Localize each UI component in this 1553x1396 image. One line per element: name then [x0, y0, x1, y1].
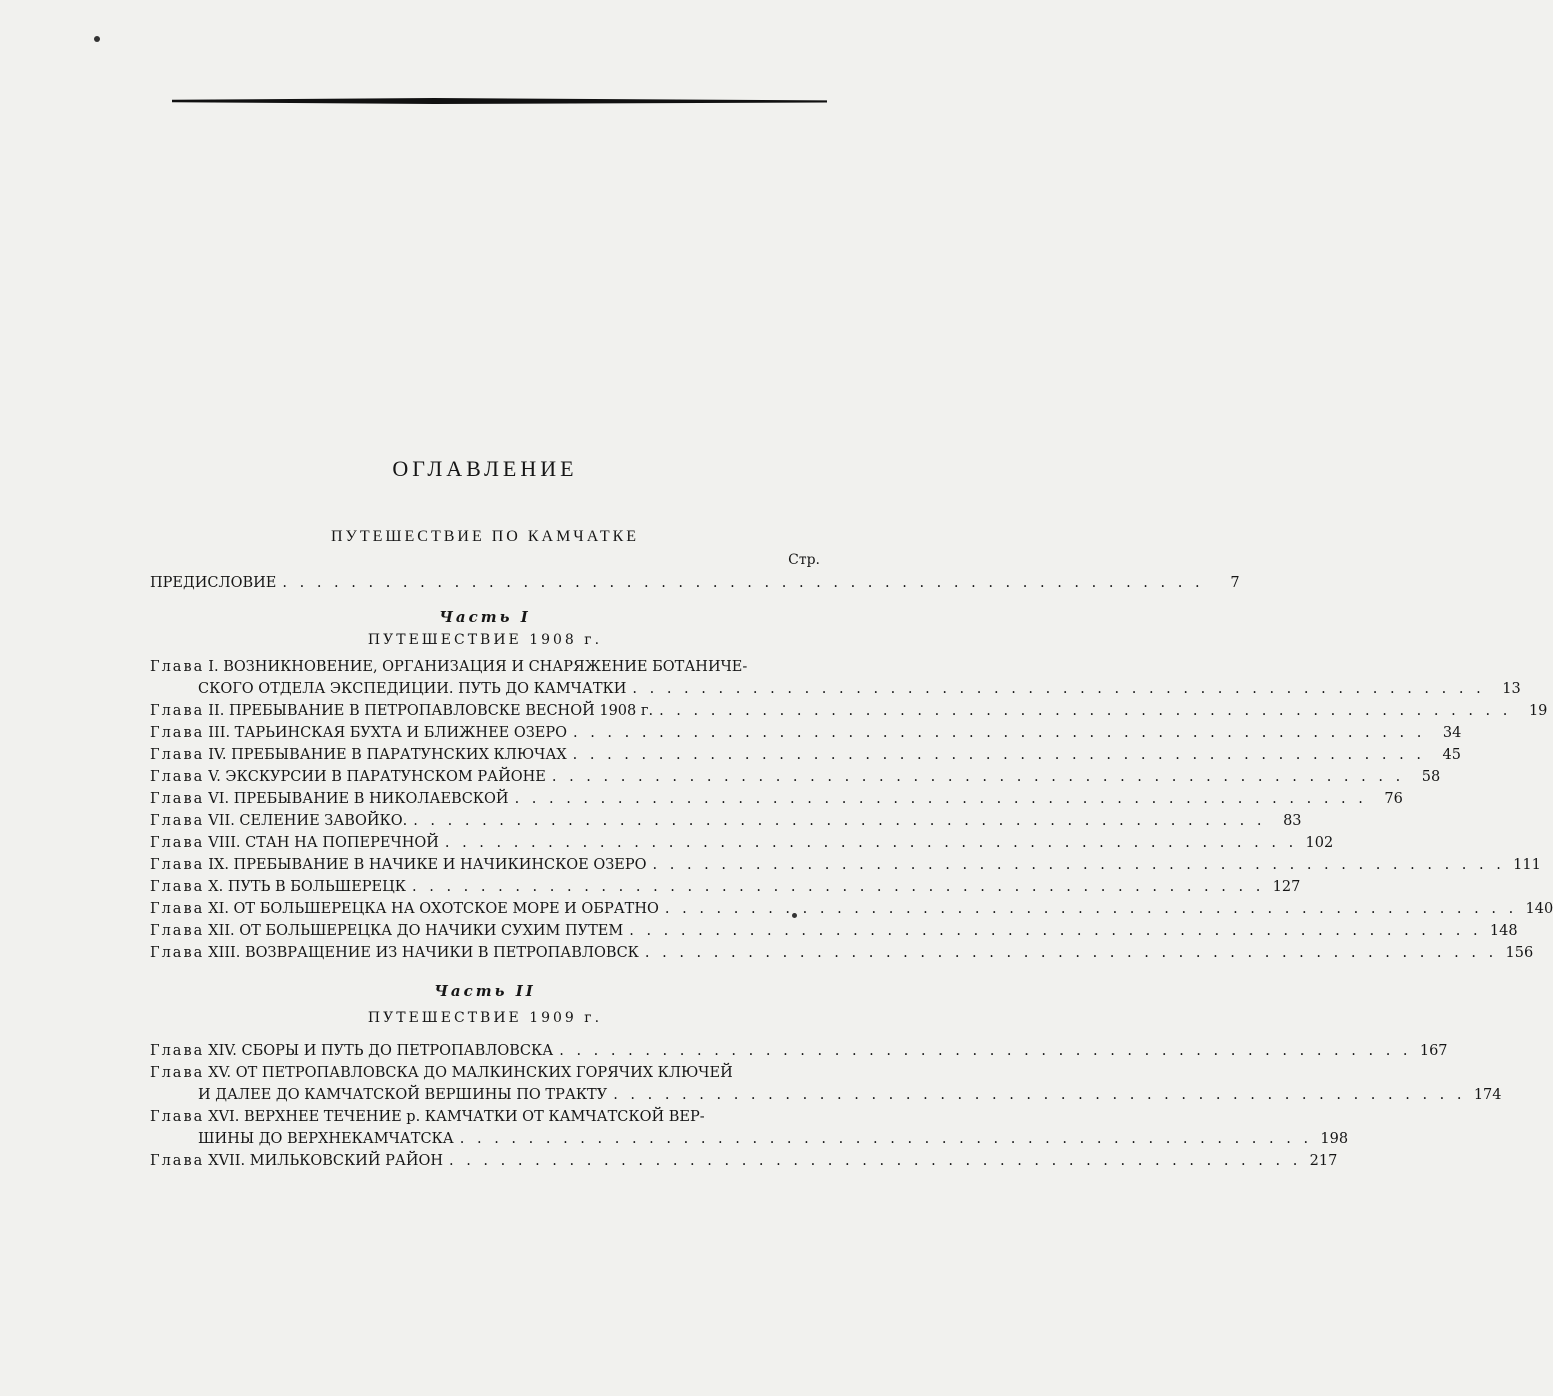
- chapter-word: Глава: [150, 923, 205, 939]
- entry-page: 167: [1419, 1043, 1448, 1059]
- part-subtitle: ПУТЕШЕСТВИЕ 1909 г.: [367, 1010, 603, 1026]
- entry-label: [150, 1106, 705, 1128]
- entry-label: [150, 656, 747, 678]
- entry-page: 58: [1421, 769, 1441, 785]
- chapter-title: ТАРЬИНСКАЯ БУХТА И БЛИЖНЕЕ ОЗЕРО: [234, 725, 567, 741]
- chapter-word: Глава: [150, 747, 205, 763]
- chapter-title: ПРЕБЫВАНИЕ В ПАРАТУНСКИХ КЛЮЧАХ: [231, 747, 567, 763]
- chapter-title: МИЛЬКОВСКИЙ РАЙОН: [249, 1153, 443, 1169]
- chapter-number: XV.: [208, 1065, 236, 1081]
- part2-chapter-list: [150, 1040, 1502, 1172]
- chapter-title: ПРЕБЫВАНИЕ В НАЧИКЕ И НАЧИКИНСКОЕ ОЗЕРО: [233, 857, 647, 873]
- chapter-word: Глава: [150, 1109, 205, 1125]
- chapter-word: Глава: [150, 725, 205, 741]
- chapter-word: Глава: [150, 703, 205, 719]
- chapter-title: ВОЗВРАЩЕНИЕ ИЗ НАЧИКИ В ПЕТРОПАВЛОВСК: [245, 945, 639, 961]
- entry-page: 127: [1272, 879, 1301, 895]
- toc-entry-chapter[interactable]: [150, 1106, 820, 1128]
- leader-dots: . . . . . . . . . . . . . . . . . . . . . . . . . . . . . . . . . . . . . . . . . . . . . . . . . .: [664, 901, 1518, 917]
- entry-page: 45: [1442, 747, 1461, 763]
- leader-dots: . . . . . . . . . . . . . . . . . . . . . . . . . . . . . . . . . . . . . . . . . . . . . . . . . .: [412, 879, 1265, 895]
- toc-entry-chapter[interactable]: [150, 810, 1302, 832]
- entry-label: [150, 810, 407, 832]
- toc-entry-chapter[interactable]: [150, 744, 1461, 766]
- chapter-word: Глава: [150, 945, 205, 961]
- entry-page: 156: [1505, 945, 1534, 961]
- leader-dots: . . . . . . . . . . . . . . . . . . . . . . . . . . . . . . . . . . . . . . . . . . . . . . . . . .: [629, 923, 1482, 939]
- toc-entry-chapter[interactable]: [150, 1150, 1338, 1172]
- chapter-number: XVII.: [208, 1153, 250, 1169]
- chapter-number: I.: [208, 659, 224, 675]
- leader-dots: . . . . . . . . . . . . . . . . . . . . . . . . . . . . . . . . . . . . . . . . . . . . . . . . . .: [652, 857, 1505, 873]
- entry-label: [150, 1062, 733, 1084]
- chapter-title: ПУТЬ В БОЛЬШЕРЕЦК: [227, 879, 407, 895]
- entry-page: 217: [1309, 1153, 1338, 1169]
- toc-entry-chapter[interactable]: [150, 832, 1334, 854]
- entry-page: 34: [1442, 725, 1462, 741]
- part-subtitle: ПУТЕШЕСТВИЕ 1908 г.: [367, 632, 603, 648]
- chapter-word: Глава: [150, 659, 205, 675]
- chapter-number: VIII.: [208, 835, 246, 851]
- leader-dots: . . . . . . . . . . . . . . . . . . . . . . . . . . . . . . . . . . . . . . . . . . . . . . . . . .: [573, 725, 1426, 741]
- chapter-number: VII.: [208, 813, 240, 829]
- chapter-word: Глава: [150, 857, 205, 873]
- toc-entry-chapter[interactable]: [150, 722, 1462, 744]
- entry-page: 111: [1513, 857, 1541, 873]
- toc-entry-chapter[interactable]: [150, 1062, 820, 1084]
- toc-entry-chapter[interactable]: [150, 656, 820, 678]
- leader-dots: . . . . . . . . . . . . . . . . . . . . . . . . . . . . . . . . . . . . . . . . . . . . . . . . . .: [449, 1153, 1302, 1169]
- toc-entry-chapter[interactable]: [150, 788, 1403, 810]
- leader-dots: . . . . . . . . . . . . . . . . . . . . . . . . . . . . . . . . . . . . . . . . . . . . . . . . . . . . . .: [282, 575, 1204, 591]
- chapter-number: IV.: [208, 747, 232, 763]
- chapter-title: ОТ БОЛЬШЕРЕЦКА ДО НАЧИКИ СУХИМ ПУТЕМ: [239, 923, 624, 939]
- part-title: Часть I: [439, 608, 531, 626]
- chapter-word: Глава: [150, 835, 205, 851]
- chapter-word: Глава: [150, 879, 205, 895]
- chapter-title: И ДАЛЕЕ ДО КАМЧАТСКОЙ ВЕРШИНЫ ПО ТРАКТУ: [198, 1087, 608, 1103]
- leader-dots: . . . . . . . . . . . . . . . . . . . . . . . . . . . . . . . . . . . . . . . . . . . . . . . . . .: [444, 835, 1298, 851]
- toc-entry-chapter[interactable]: [150, 1040, 1448, 1062]
- chapter-title: СТАН НА ПОПЕРЕЧНОЙ: [245, 835, 439, 851]
- chapter-word: Глава: [150, 1065, 205, 1081]
- page-title: ОГЛАВЛЕНИЕ: [392, 456, 578, 481]
- chapter-title: ОТ БОЛЬШЕРЕЦКА НА ОХОТСКОЕ МОРЕ И ОБРАТНО: [233, 901, 659, 917]
- toc-entry-chapter[interactable]: [150, 854, 1541, 876]
- chapter-number: II.: [208, 703, 229, 719]
- leader-dots: . . . . . . . . . . . . . . . . . . . . . . . . . . . . . . . . . . . . . . . . . . . . . . . . . .: [413, 813, 1266, 829]
- entry-label: [150, 920, 623, 942]
- toc-entry-chapter[interactable]: [150, 876, 1301, 898]
- entry-label: [150, 832, 439, 854]
- entry-label: [150, 700, 653, 722]
- entry-label: [150, 898, 659, 920]
- chapter-word: Глава: [150, 813, 205, 829]
- toc-entry-chapter[interactable]: [150, 766, 1441, 788]
- leader-dots: . . . . . . . . . . . . . . . . . . . . . . . . . . . . . . . . . . . . . . . . . . . . . . . . . .: [644, 945, 1498, 961]
- entry-label: [150, 788, 509, 810]
- chapter-number: XII.: [208, 923, 240, 939]
- table-of-contents: [150, 450, 1553, 1172]
- chapter-title: ОТ ПЕТРОПАВЛОВСКА ДО МАЛКИНСКИХ ГОРЯЧИХ КЛЮЧЕЙ: [235, 1065, 733, 1081]
- chapter-number: IX.: [208, 857, 234, 873]
- entry-label: [150, 1040, 553, 1062]
- entry-label: ПРЕДИСЛОВИЕ: [150, 575, 277, 591]
- page-column-label: Стр.: [788, 552, 820, 568]
- toc-entry-chapter[interactable]: [150, 942, 1534, 964]
- chapter-number: VI.: [208, 791, 234, 807]
- ink-speck: [94, 36, 100, 42]
- entry-label: [150, 766, 546, 788]
- entry-page: 102: [1305, 835, 1334, 851]
- chapter-title: ЭКСКУРСИИ В ПАРАТУНСКОМ РАЙОНЕ: [225, 769, 546, 785]
- chapter-title: СКОГО ОТДЕЛА ЭКСПЕДИЦИИ. ПУТЬ ДО КАМЧАТКИ: [198, 681, 627, 697]
- entry-page: 19: [1528, 703, 1548, 719]
- chapter-number: XIV.: [208, 1043, 242, 1059]
- chapter-title: ВЕРХНЕЕ ТЕЧЕНИЕ р. КАМЧАТКИ ОТ КАМЧАТСКОЙ ВЕР-: [244, 1109, 705, 1125]
- chapter-number: X.: [208, 879, 228, 895]
- leader-dots: . . . . . . . . . . . . . . . . . . . . . . . . . . . . . . . . . . . . . . . . . . . . . . . . . .: [459, 1131, 1313, 1147]
- chapter-word: Глава: [150, 769, 205, 785]
- toc-entry-chapter[interactable]: [150, 1128, 1349, 1150]
- entry-page: 76: [1384, 791, 1403, 807]
- entry-label: [198, 678, 626, 700]
- chapter-word: Глава: [150, 901, 205, 917]
- section-title: ПУТЕШЕСТВИЕ ПО КАМЧАТКЕ: [330, 528, 640, 545]
- toc-entry-chapter[interactable]: [150, 1084, 1502, 1106]
- toc-entry-chapter[interactable]: [150, 678, 1521, 700]
- leader-dots: . . . . . . . . . . . . . . . . . . . . . . . . . . . . . . . . . . . . . . . . . . . . . . . . . .: [514, 791, 1367, 807]
- leader-dots: . . . . . . . . . . . . . . . . . . . . . . . . . . . . . . . . . . . . . . . . . . . . . . . . . .: [659, 703, 1512, 719]
- entry-label: [150, 876, 406, 898]
- entry-page: 13: [1502, 681, 1521, 697]
- entry-page: 7: [1230, 575, 1240, 591]
- toc-entry-preface[interactable]: [150, 572, 1240, 594]
- chapter-word: Глава: [150, 791, 205, 807]
- chapter-title: ПРЕБЫВАНИЕ В НИКОЛАЕВСКОЙ: [233, 791, 509, 807]
- entry-label: [150, 942, 639, 964]
- entry-page: 148: [1489, 923, 1518, 939]
- entry-page: 174: [1473, 1087, 1502, 1103]
- leader-dots: . . . . . . . . . . . . . . . . . . . . . . . . . . . . . . . . . . . . . . . . . . . . . . . . . .: [613, 1087, 1466, 1103]
- entry-label: [150, 1150, 443, 1172]
- chapter-title: ВОЗНИКНОВЕНИЕ, ОРГАНИЗАЦИЯ И СНАРЯЖЕНИЕ БОТАНИЧЕ-: [223, 659, 748, 675]
- leader-dots: . . . . . . . . . . . . . . . . . . . . . . . . . . . . . . . . . . . . . . . . . . . . . . . . . .: [632, 681, 1485, 697]
- part1-chapter-list: [150, 656, 1553, 964]
- entry-label: [150, 722, 567, 744]
- leader-dots: . . . . . . . . . . . . . . . . . . . . . . . . . . . . . . . . . . . . . . . . . . . . . . . . . .: [572, 747, 1425, 763]
- chapter-title: СБОРЫ И ПУТЬ ДО ПЕТРОПАВЛОВСКА: [241, 1043, 554, 1059]
- chapter-word: Глава: [150, 1153, 205, 1169]
- chapter-number: XI.: [208, 901, 234, 917]
- toc-entry-chapter[interactable]: [150, 920, 1518, 942]
- toc-entry-chapter[interactable]: [150, 898, 1553, 920]
- entry-page: 83: [1283, 813, 1302, 829]
- part-title: Часть II: [434, 982, 536, 1000]
- chapter-number: XVI.: [208, 1109, 245, 1125]
- entry-page: 140: [1525, 901, 1553, 917]
- entry-label: [198, 1084, 607, 1106]
- leader-dots: . . . . . . . . . . . . . . . . . . . . . . . . . . . . . . . . . . . . . . . . . . . . . . . . . .: [559, 1043, 1412, 1059]
- chapter-title: ШИНЫ ДО ВЕРХНЕКАМЧАТСКА: [198, 1131, 454, 1147]
- chapter-title: ПРЕБЫВАНИЕ В ПЕТРОПАВЛОВСКЕ ВЕСНОЙ 1908 г.: [228, 703, 654, 719]
- leader-dots: . . . . . . . . . . . . . . . . . . . . . . . . . . . . . . . . . . . . . . . . . . . . . . . . . .: [551, 769, 1405, 785]
- entry-label: [198, 1128, 454, 1150]
- chapter-number: V.: [208, 769, 226, 785]
- header-rule: [172, 98, 827, 104]
- entry-label: [150, 854, 647, 876]
- chapter-title: СЕЛЕНИЕ ЗАВОЙКО.: [239, 813, 408, 829]
- toc-entry-chapter[interactable]: [150, 700, 1548, 722]
- chapter-word: Глава: [150, 1043, 205, 1059]
- entry-label: [150, 744, 567, 766]
- chapter-number: XIII.: [208, 945, 245, 961]
- chapter-number: III.: [208, 725, 235, 741]
- entry-page: 198: [1320, 1131, 1349, 1147]
